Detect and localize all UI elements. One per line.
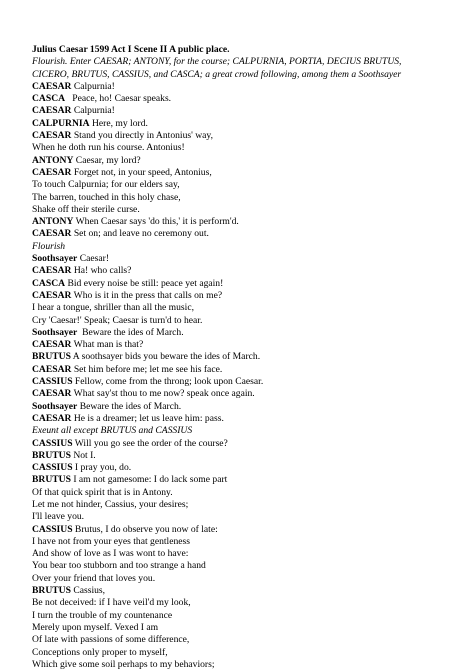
speech-line xyxy=(32,364,442,376)
document-title: Julius Caesar 1599 Act I Scene II A public place. xyxy=(32,44,230,55)
speech-text: Bid every noise be still: peace yet again! xyxy=(65,277,224,289)
verse-line: Of late with passions of some difference, xyxy=(32,634,190,646)
stage-direction: CICERO, BRUTUS, CASSIUS, and CASCA; a great crowd following, among them a Soothsayer xyxy=(32,68,402,80)
speech-line xyxy=(32,167,442,179)
speech-line xyxy=(32,388,442,400)
speech-line xyxy=(32,278,442,290)
speech-line xyxy=(32,105,442,117)
speech-text: Brutus, I do observe you now of late: xyxy=(72,523,218,535)
speaker-name: CAESAR xyxy=(32,228,72,240)
speech-text: Set on; and leave no ceremony out. xyxy=(71,228,209,240)
speech-line xyxy=(32,339,442,351)
speech-text: What say'st thou to me now? speak once again. xyxy=(71,388,255,400)
speech-text: Stand you directly in Antonius' way, xyxy=(71,130,213,142)
verse-line: Merely upon myself. Vexed I am xyxy=(32,621,159,633)
play-text xyxy=(32,56,442,671)
speaker-name: CAESAR xyxy=(32,289,72,301)
verse-line: Which give some soil perhaps to my behaviors; xyxy=(32,658,215,670)
speaker-name: CAESAR xyxy=(32,363,72,375)
speech-text: He is a dreamer; let us leave him: pass. xyxy=(71,412,224,424)
speaker-name: CASSIUS xyxy=(32,523,73,535)
speech-text: Will you go see the order of the course? xyxy=(72,437,228,449)
verse-line: I have not from your eyes that gentleness xyxy=(32,535,190,547)
speech-line xyxy=(32,450,442,462)
speech-line xyxy=(32,118,442,130)
verse-line: I'll leave you. xyxy=(32,511,85,523)
speaker-name: BRUTUS xyxy=(32,474,71,486)
verse-line: To touch Calpurnia; for our elders say, xyxy=(32,179,180,191)
speech-line xyxy=(32,474,442,486)
speaker-name: ANTONY xyxy=(32,216,74,228)
speech-line xyxy=(32,327,442,339)
speaker-name: Soothsayer xyxy=(32,400,78,412)
speaker-name: CALPURNIA xyxy=(32,117,90,129)
speech-text: What man is that? xyxy=(71,339,144,351)
speaker-name: CAESAR xyxy=(32,265,72,277)
speech-text: Set him before me; let me see his face. xyxy=(71,363,223,375)
stage-direction: Exeunt all except BRUTUS and CASSIUS xyxy=(32,425,193,437)
speech-line xyxy=(32,265,442,277)
speech-text: Ha! who calls? xyxy=(71,265,132,277)
speaker-name: ANTONY xyxy=(32,154,74,166)
verse-line: I hear a tongue, shriller than all the music, xyxy=(32,302,194,314)
speaker-name: CAESAR xyxy=(32,80,72,92)
speech-text: Calpurnia! xyxy=(71,80,115,92)
speech-text: Here, my lord. xyxy=(89,117,148,129)
speech-text: I pray you, do. xyxy=(72,462,132,474)
speaker-name: CAESAR xyxy=(32,130,72,142)
speaker-name: BRUTUS xyxy=(32,585,71,597)
speaker-name: BRUTUS xyxy=(32,351,71,363)
speech-text: Caesar, my lord? xyxy=(73,154,141,166)
verse-line: When he doth run his course. Antonius! xyxy=(32,142,185,154)
speech-line xyxy=(32,438,442,450)
speech-line xyxy=(32,585,442,597)
speaker-name: CAESAR xyxy=(32,339,72,351)
speech-line xyxy=(32,81,442,93)
speech-text: Cassius, xyxy=(70,585,106,597)
speaker-name: CAESAR xyxy=(32,166,72,178)
verse-line: And show of love as I was wont to have: xyxy=(32,548,189,560)
speech-line xyxy=(32,155,442,167)
verse-line: I turn the trouble of my countenance xyxy=(32,609,173,621)
speech-text: I am not gamesome: I do lack some part xyxy=(70,474,228,486)
speech-line xyxy=(32,228,442,240)
speech-text: Forget not, in your speed, Antonius, xyxy=(71,166,212,178)
speech-text: Calpurnia! xyxy=(71,105,115,117)
verse-line: Conceptions only proper to myself, xyxy=(32,646,168,658)
verse-line: Be not deceived: if I have veil'd my look, xyxy=(32,597,191,609)
speech-text: Not I. xyxy=(70,449,96,461)
speech-line xyxy=(32,462,442,474)
stage-direction: Flourish xyxy=(32,240,66,252)
verse-line: Of that quick spirit that is in Antony. xyxy=(32,486,173,498)
verse-line: The barren, touched in this holy chase, xyxy=(32,191,181,203)
speech-text: Who is it in the press that calls on me? xyxy=(71,289,223,301)
speaker-name: Soothsayer xyxy=(32,253,78,265)
speech-line xyxy=(32,93,442,105)
speech-line xyxy=(32,376,442,388)
speech-text: When Caesar says 'do this,' it is perform'd. xyxy=(73,216,239,228)
speaker-name: BRUTUS xyxy=(32,449,71,461)
stage-direction: Flourish. Enter CAESAR; ANTONY, for the course; CALPURNIA, PORTIA, DECIUS BRUTUS, xyxy=(32,56,402,68)
speech-text: Fellow, come from the throng; look upon Caesar. xyxy=(72,376,264,388)
document-page xyxy=(32,44,442,671)
speech-line xyxy=(32,216,442,228)
speech-text: Beware the ides of March. xyxy=(77,326,184,338)
speaker-name: CASCA xyxy=(32,277,66,289)
speech-text: Caesar! xyxy=(77,253,110,265)
verse-line: Cry 'Caesar!' Speak; Caesar is turn'd to hear. xyxy=(32,314,203,326)
speech-text: Peace, ho! Caesar speaks. xyxy=(65,93,172,105)
speech-line xyxy=(32,130,442,142)
speech-text: A soothsayer bids you beware the ides of March. xyxy=(70,351,261,363)
speaker-name: CAESAR xyxy=(32,105,72,117)
speaker-name: CASSIUS xyxy=(32,437,73,449)
speech-line xyxy=(32,401,442,413)
speech-line xyxy=(32,253,442,265)
speech-line xyxy=(32,290,442,302)
verse-line: Let me not hinder, Cassius, your desires; xyxy=(32,498,189,510)
verse-line: Over your friend that loves you. xyxy=(32,572,156,584)
speaker-name: Soothsayer xyxy=(32,326,78,338)
speech-line xyxy=(32,524,442,536)
speech-text: Beware the ides of March. xyxy=(77,400,182,412)
speaker-name: CASSIUS xyxy=(32,376,73,388)
speaker-name: CASCA xyxy=(32,93,66,105)
verse-line: You bear too stubborn and too strange a hand xyxy=(32,560,206,572)
speaker-name: CAESAR xyxy=(32,388,72,400)
speaker-name: CAESAR xyxy=(32,412,72,424)
speech-line xyxy=(32,413,442,425)
verse-line: Shake off their sterile curse. xyxy=(32,203,140,215)
speech-line xyxy=(32,351,442,363)
speaker-name: CASSIUS xyxy=(32,462,73,474)
